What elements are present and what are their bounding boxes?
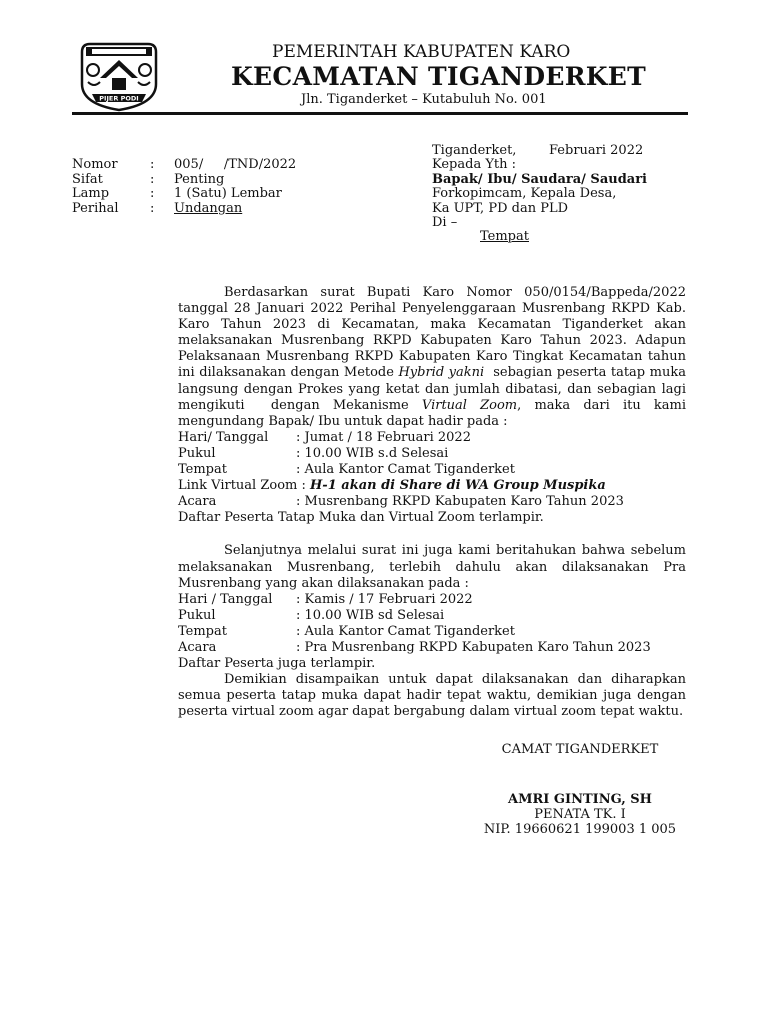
schedule-1-day-value: : Jumat / 18 Februari 2022 — [296, 429, 471, 445]
schedule-2-time-label: Pukul — [178, 607, 216, 623]
meta-sep: : — [150, 201, 155, 216]
schedule-1-day-label: Hari/ Tanggal — [178, 429, 269, 445]
meta-label-lamp: Lamp — [72, 186, 110, 201]
signatory-rank: PENATA TK. I — [534, 807, 626, 822]
schedule-1-event-value: : Musrenbang RKPD Kabupaten Karo Tahun 2023 — [296, 494, 624, 510]
schedule-pra-musrenbang — [178, 592, 686, 656]
office-address: Jln. Tiganderket – Kutabuluh No. 001 — [301, 92, 547, 107]
attachment-note-1: Daftar Peserta Tatap Muka dan Virtual Zoom terlampir. — [178, 510, 544, 526]
date-month-year: Februari 2022 — [549, 143, 644, 158]
schedule-2-day-value: : Kamis / 17 Februari 2022 — [296, 591, 473, 607]
paragraph-1-hybrid: Hybrid yakni — [398, 365, 485, 381]
schedule-1-link-value: H-1 akan di Share di WA Group Muspika — [310, 478, 606, 494]
attachment-note-2: Daftar Peserta juga terlampir. — [178, 656, 376, 672]
recipient-line-1: Forkopimcam, Kepala Desa, — [432, 186, 617, 201]
karo-regency-emblem — [78, 40, 160, 112]
schedule-1-link-sep: : — [297, 478, 311, 494]
paragraph-3: Demikian disampaikan untuk dapat dilaksanakan dan diharapkan semua peserta tatap muka dapat hadir tepat waktu, demikian juga dengan peserta virtual zoom agar dapat bergabung dalam virtual zoom tepat waktu. — [178, 672, 686, 720]
schedule-1-link-row — [178, 478, 686, 494]
signatory-title: CAMAT TIGANDERKET — [501, 742, 659, 757]
meta-sep: : — [150, 186, 155, 201]
paragraph-2: Selanjutnya melalui surat ini juga kami beritahukan bahwa sebelum melaksanakan Musrenbang, terlebih dahulu akan dilaksanakan Pra Musrenbang yang akan dilaksanakan pada : — [178, 543, 686, 591]
recipient-line-3: Di – — [432, 215, 458, 230]
schedule-2-event-label: Acara — [178, 639, 217, 655]
schedule-1-place-label: Tempat — [178, 462, 227, 478]
district-name: KECAMATAN TIGANDERKET — [231, 62, 647, 91]
recipient-to: Kepada Yth : — [432, 157, 517, 172]
schedule-2-place-value: : Aula Kantor Camat Tiganderket — [296, 623, 515, 639]
letterhead-rule — [72, 112, 688, 115]
paragraph-1-text-a: Berdasarkan surat Bupati Karo Nomor 050/0154/Bappeda/2022 tanggal 28 Januari 2022 Perihal Penyelenggaraan Musrenbang RKPD Kab. Karo Tahun 2023 di Kecamatan, maka Kecamatan Tiganderket akan melaksanakan Musrenbang RKPD Kabupaten Karo Tahun 2023. Adapun Pelaksanaan Musrenbang RKPD Kabupaten Karo Tingkat Kecamatan tahun ini dilaksanakan dengan Metode — [178, 285, 686, 381]
meta-value-lamp: 1 (Satu) Lembar — [174, 186, 282, 201]
schedule-1-link-label: Link Virtual Zoom — [178, 478, 298, 494]
meta-value-sifat: Penting — [174, 172, 225, 187]
signatory-name: AMRI GINTING, SH — [508, 792, 652, 807]
meta-sep: : — [150, 157, 155, 172]
signatory-nip: NIP. 19660621 199003 1 005 — [483, 822, 677, 837]
schedule-2-place-label: Tempat — [178, 623, 227, 639]
meta-sep: : — [150, 172, 155, 187]
schedule-2-day-label: Hari / Tanggal — [178, 591, 273, 607]
schedule-musrenbang — [178, 430, 686, 510]
letter-body — [178, 285, 691, 720]
paragraph-1-virtual-zoom: Virtual Zoom — [421, 397, 518, 413]
paragraph-1-text-c: , maka dari itu kami mengundang Bapak/ Ibu untuk dapat hadir pada : — [178, 397, 686, 429]
schedule-1-time-label: Pukul — [178, 445, 216, 461]
meta-label-nomor: Nomor — [72, 157, 118, 172]
meta-label-perihal: Perihal — [72, 201, 119, 216]
recipient-addressee: Bapak/ Ibu/ Saudara/ Saudari — [432, 172, 647, 187]
paragraph-1-text-b: sebagian peserta tatap muka langsung dengan Prokes yang ketat dan jumlah dibatasi, dan sebagian lagi mengikuti dengan Mekanisme — [178, 365, 691, 413]
meta-label-sifat: Sifat — [72, 172, 103, 187]
meta-value-perihal: Undangan — [174, 201, 243, 216]
meta-value-nomor: 005/ /TND/2022 — [174, 157, 297, 172]
schedule-2-event-value: : Pra Musrenbang RKPD Kabupaten Karo Tahun 2023 — [296, 639, 651, 655]
schedule-2-time-value: : 10.00 WIB sd Selesai — [296, 607, 445, 623]
paragraph-1 — [178, 285, 691, 430]
emblem-motto: PIJER PODI — [99, 94, 139, 103]
schedule-1-event-label: Acara — [178, 494, 217, 510]
government-name: PEMERINTAH KABUPATEN KARO — [272, 42, 571, 62]
date-place: Tiganderket, — [432, 143, 517, 158]
schedule-1-time-value: : 10.00 WIB s.d Selesai — [296, 445, 449, 461]
recipient-place: Tempat — [480, 229, 529, 244]
schedule-1-place-value: : Aula Kantor Camat Tiganderket — [296, 462, 515, 478]
recipient-line-2: Ka UPT, PD dan PLD — [432, 201, 569, 216]
